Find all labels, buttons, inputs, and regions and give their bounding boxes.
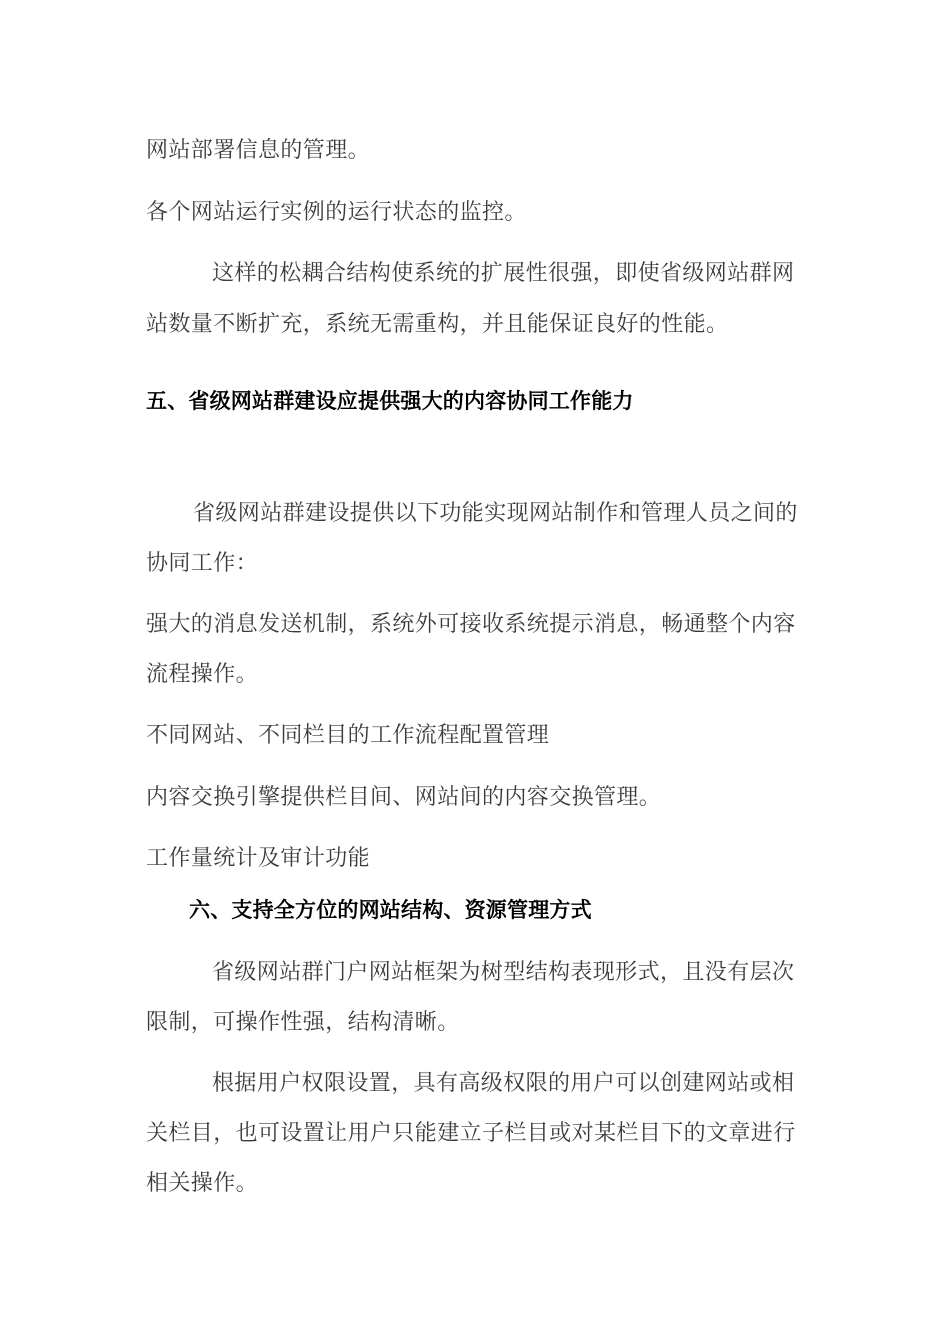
text-line: 强大的消息发送机制，系统外可接收系统提示消息，畅通整个内容 (146, 612, 796, 637)
text-line: 流程操作。 (146, 662, 259, 687)
text-line: 内容交换引擎提供栏目间、网站间的内容交换管理。 (146, 785, 662, 810)
section-heading-6: 六、支持全方位的网站结构、资源管理方式 (189, 898, 592, 922)
text-line: 限制，可操作性强，结构清晰。 (146, 1010, 460, 1035)
paragraph-first-line: 省级网站群门户网站框架为树型结构表现形式，且没有层次 (212, 960, 795, 985)
section-heading-5: 五、省级网站群建设应提供强大的内容协同工作能力 (146, 389, 634, 413)
paragraph-first-line: 省级网站群建设提供以下功能实现网站制作和管理人员之间的 (193, 501, 798, 526)
text-line: 相关操作。 (146, 1171, 259, 1196)
text-line: 站数量不断扩充，系统无需重构，并且能保证良好的性能。 (146, 312, 729, 337)
text-line: 协同工作： (146, 551, 259, 576)
text-line: 不同网站、不同栏目的工作流程配置管理 (146, 723, 550, 748)
text-line: 工作量统计及审计功能 (146, 846, 371, 871)
text-line: 关栏目，也可设置让用户只能建立子栏目或对某栏目下的文章进行 (146, 1121, 796, 1146)
text-line: 各个网站运行实例的运行状态的监控。 (146, 200, 527, 225)
text-line: 网站部署信息的管理。 (146, 138, 371, 163)
paragraph-first-line: 这样的松耦合结构使系统的扩展性很强，即使省级网站群网 (212, 261, 795, 286)
paragraph-first-line: 根据用户权限设置，具有高级权限的用户可以创建网站或相 (212, 1071, 795, 1096)
